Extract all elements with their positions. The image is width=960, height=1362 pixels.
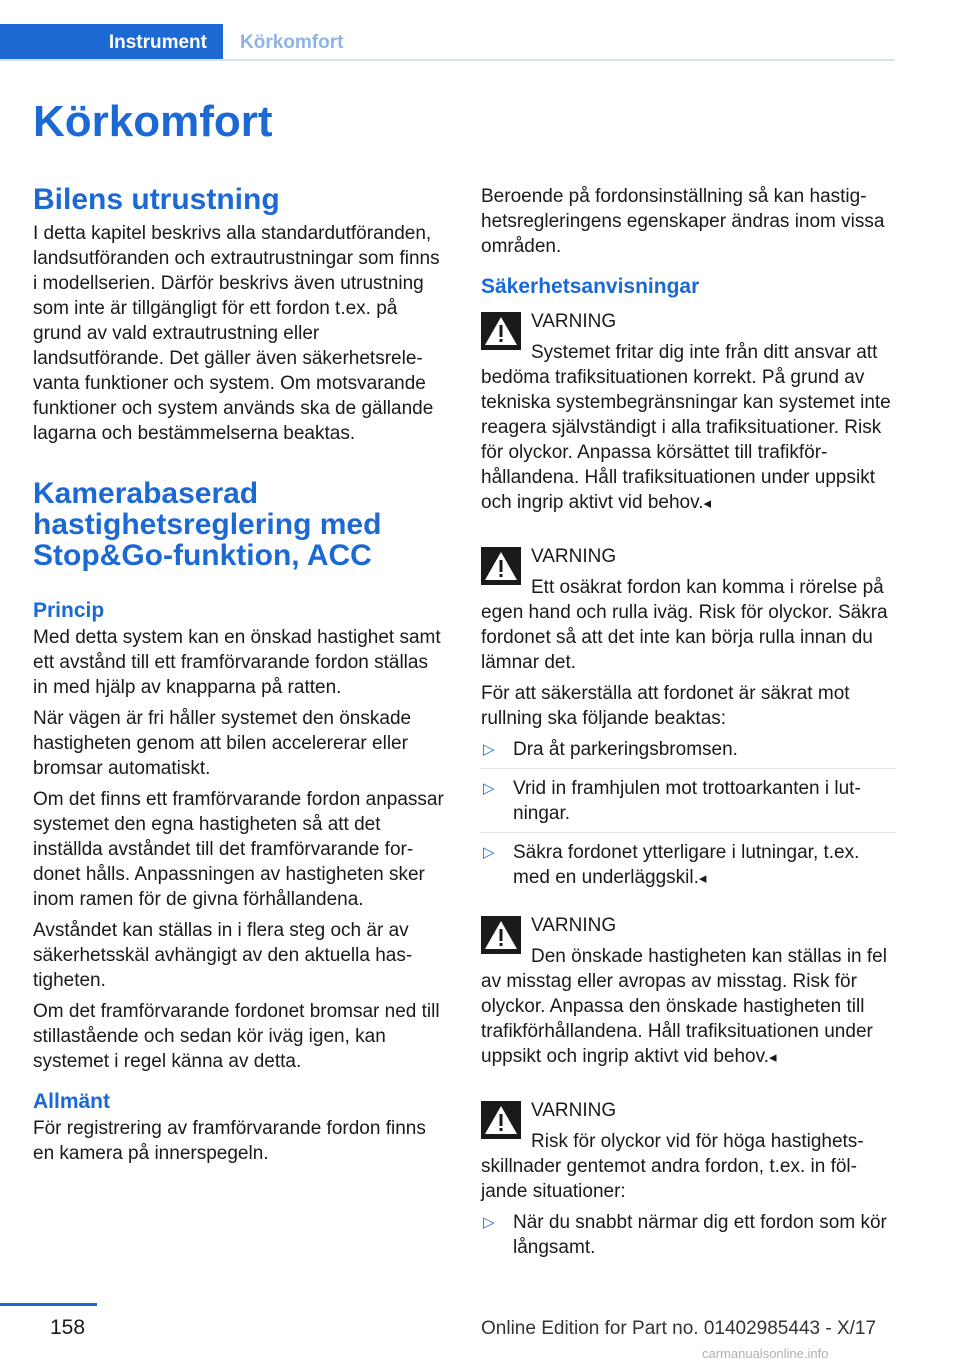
warning-triangle-icon (481, 1101, 521, 1139)
paragraph-princip-2: När vägen är fri håller systemet den önskade hastigheten genom att bilen accelererar eller bromsar automatiskt. (33, 708, 412, 779)
heading-princip: Princip (33, 599, 105, 622)
warning-triangle-icon (481, 312, 521, 350)
bullet-triangle-icon: ▷ (483, 1214, 495, 1231)
footer-rule (0, 1303, 97, 1306)
footer-edition: Online Edition for Part no. 01402985443 - X/17 (481, 1318, 877, 1339)
paragraph-bilens-utrustning: I detta kapitel beskrivs alla standardutföranden, landsutföranden och extrautrustningar som finns i modellserien. Därför beskrivs även utrustning som inte är tillgängligt för ett fordon t.ex. på grund av vald extrautrustning eller landsutförande. Det gäller även säkerhetsrelevanta funktioner och system. Om motsvarande funktioner och system används ska de gällande lagarna och bestämmelserna beaktas. (33, 223, 440, 444)
right-column (481, 184, 895, 1274)
warning-4 (481, 1096, 895, 1204)
page-number: 158 (50, 1316, 86, 1339)
warning-2 (481, 542, 895, 675)
list-item: ▷ När du snabbt närmar dig ett fordon som kör långsamt. (483, 1212, 887, 1258)
secure-list (481, 737, 895, 898)
warning-3 (481, 911, 895, 1070)
heading-acc: Kamerabaserad hastighetsreglering med Stop&Go-funktion, ACC (33, 477, 382, 572)
warning-4-text: Risk för olyckor vid för höga hastighetsskillnader gentemot andra fordon, t.ex. in följande situationer: (481, 1131, 864, 1202)
risk-list (481, 1210, 895, 1267)
paragraph-princip-1: Med detta system kan en önskad hastighet samt ett avstånd till ett framförvarande fordon ställas in med hjälp av knapparna på ratten. (33, 627, 441, 698)
heading-allmant: Allmänt (33, 1090, 111, 1113)
warning-2-text: Ett osäkrat fordon kan komma i rörelse på egen hand och rulla iväg. Risk för olyckor. Säkra fordonet så att det inte kan börja rulla innan du lämnar det. (481, 577, 888, 673)
list-item: ▷ Vrid in framhjulen mot trottoarkanten i lutningar. (481, 776, 895, 833)
chapter-title: Körkomfort (33, 97, 273, 146)
warning-1-text: Systemet fritar dig inte från ditt ansvar att bedöma trafiksituationen korrekt. På grund av tekniska systembegränsningar kan systemet inte reagera självständigt i alla trafiksituationer. Risk för olyckor. Anpassa körsättet till trafikförhållandena. Håll trafiksituationen under uppsikt och ingrip aktivt vid behov. (481, 342, 891, 513)
warning-label: VARNING (531, 915, 617, 936)
warning-label: VARNING (531, 546, 617, 567)
list-item: ▷ Säkra fordonet ytterligare i lutningar, t.ex. med en underläggskil.◂ (483, 842, 860, 888)
warning-label: VARNING (531, 1100, 617, 1121)
warning-triangle-icon (481, 916, 521, 954)
bullet-triangle-icon: ▷ (483, 844, 495, 861)
paragraph-princip-4: Avståndet kan ställas in i flera steg och är av säkerhetsskäl avhängigt av den aktuella hastigheten. (33, 920, 413, 991)
heading-sakerhetsanvisningar: Säkerhetsanvisningar (481, 275, 700, 298)
header-tabs (0, 24, 895, 61)
warning-1 (481, 307, 895, 516)
tab-korkomfort[interactable]: Körkomfort (240, 32, 344, 53)
warning-triangle-icon (481, 547, 521, 585)
bullet-triangle-icon: ▷ (483, 780, 495, 797)
bullet-triangle-icon: ▷ (483, 741, 495, 758)
header-divider (0, 59, 895, 61)
end-mark: ◂ (768, 1049, 777, 1066)
paragraph-intro: Beroende på fordonsinställning så kan hastighetsregleringens egenskaper ändras inom vissa områden. (481, 186, 885, 257)
footer-watermark: carmanualsonline.info (702, 1346, 829, 1361)
end-mark: ◂ (698, 870, 707, 887)
tab-instrument[interactable]: Instrument (0, 24, 223, 61)
end-mark: ◂ (703, 495, 712, 512)
warning-3-text: Den önskade hastigheten kan ställas in fel av misstag eller avropas av misstag. Risk för olyckor. Anpassa den önskade hastigheten till trafikförhållandena. Håll trafiksituationen under uppsikt och ingrip aktivt vid behov. (481, 946, 887, 1067)
paragraph-allmant: För registrering av framförvarande fordon finns en kamera på innerspegeln. (33, 1118, 426, 1164)
list-item: ▷ Dra åt parkeringsbromsen. (481, 737, 895, 769)
heading-bilens-utrustning: Bilens utrustning (33, 183, 280, 216)
paragraph-princip-3: Om det finns ett framförvarande fordon anpassar systemet den egna hastigheten så att det inställda avståndet till det framförvarande fordonet hålls. Anpassningen av hastigheten sker inom ramen för de givna förhållandena. (33, 789, 444, 910)
paragraph-princip-5: Om det framförvarande fordonet bromsar ned till stillastående och sedan kör iväg igen, kan systemet i regel känna av detta. (33, 1001, 440, 1072)
warning-label: VARNING (531, 311, 617, 332)
paragraph-secure: För att säkerställa att fordonet är säkrat mot rullning ska följande beaktas: (481, 683, 850, 729)
left-column (33, 184, 447, 1166)
